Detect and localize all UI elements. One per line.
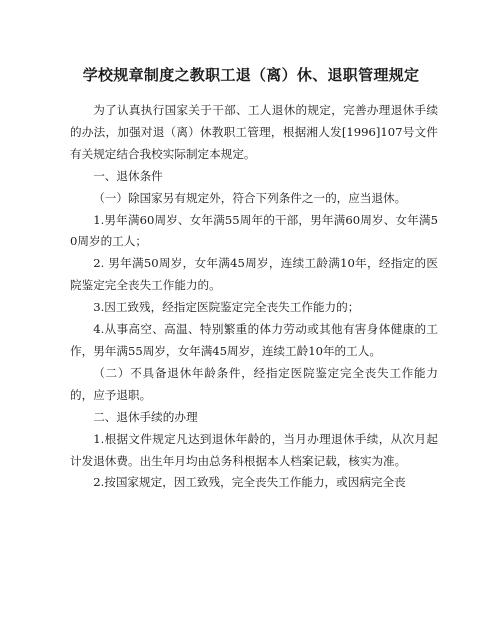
paragraph-condition-1: （一）除国家另有规定外，符合下列条件之一的，应当退休。 [93,190,407,205]
section-heading-retirement-conditions: 一、退休条件 [93,168,163,183]
section-heading-procedures: 二、退休手续的办理 [93,409,198,424]
list-item-3: 3.因工致残，经指定医院鉴定完全丧失工作能力的； [93,300,360,315]
document-title: 学校规章制度之教职工退（离）休、退职管理规定 [82,66,420,84]
document-body [70,100,438,494]
list-item-1: 1.男年满60周岁、女年满55周年的干部，男年满60周岁、女年满50周岁的工人； [70,212,438,249]
procedure-item-2: 2.按国家规定，因工致残，完全丧失工作能力，或因病完全丧 [93,475,406,490]
paragraph-condition-2: （二）不具备退休年龄条件，经指定医院鉴定完全丧失工作能力的，应予退职。 [70,365,438,402]
list-item-4: 4.从事高空、高温、特别繁重的体力劳动或其他有害身体健康的工作，男年满55周岁，女年满45周岁，连续工龄10年的工人。 [70,322,438,358]
procedure-item-1: 1.根据文件规定凡达到退休年龄的，当月办理退休手续，从次月起计发退休费。出生年月均由总务科根据本人档案记载，核实为准。 [70,431,438,468]
paragraph-intro: 为了认真执行国家关于干部、工人退休的规定，完善办理退休手续的办法，加强对退（离）休教职工管理，根据湘人发[1996]107号文件有关规定结合我校实际制定本规定。 [70,103,438,161]
list-item-2: 2. 男年满50周岁，女年满45周岁，连续工龄满10年，经指定的医院鉴定完全丧失工作能力的。 [70,256,438,293]
